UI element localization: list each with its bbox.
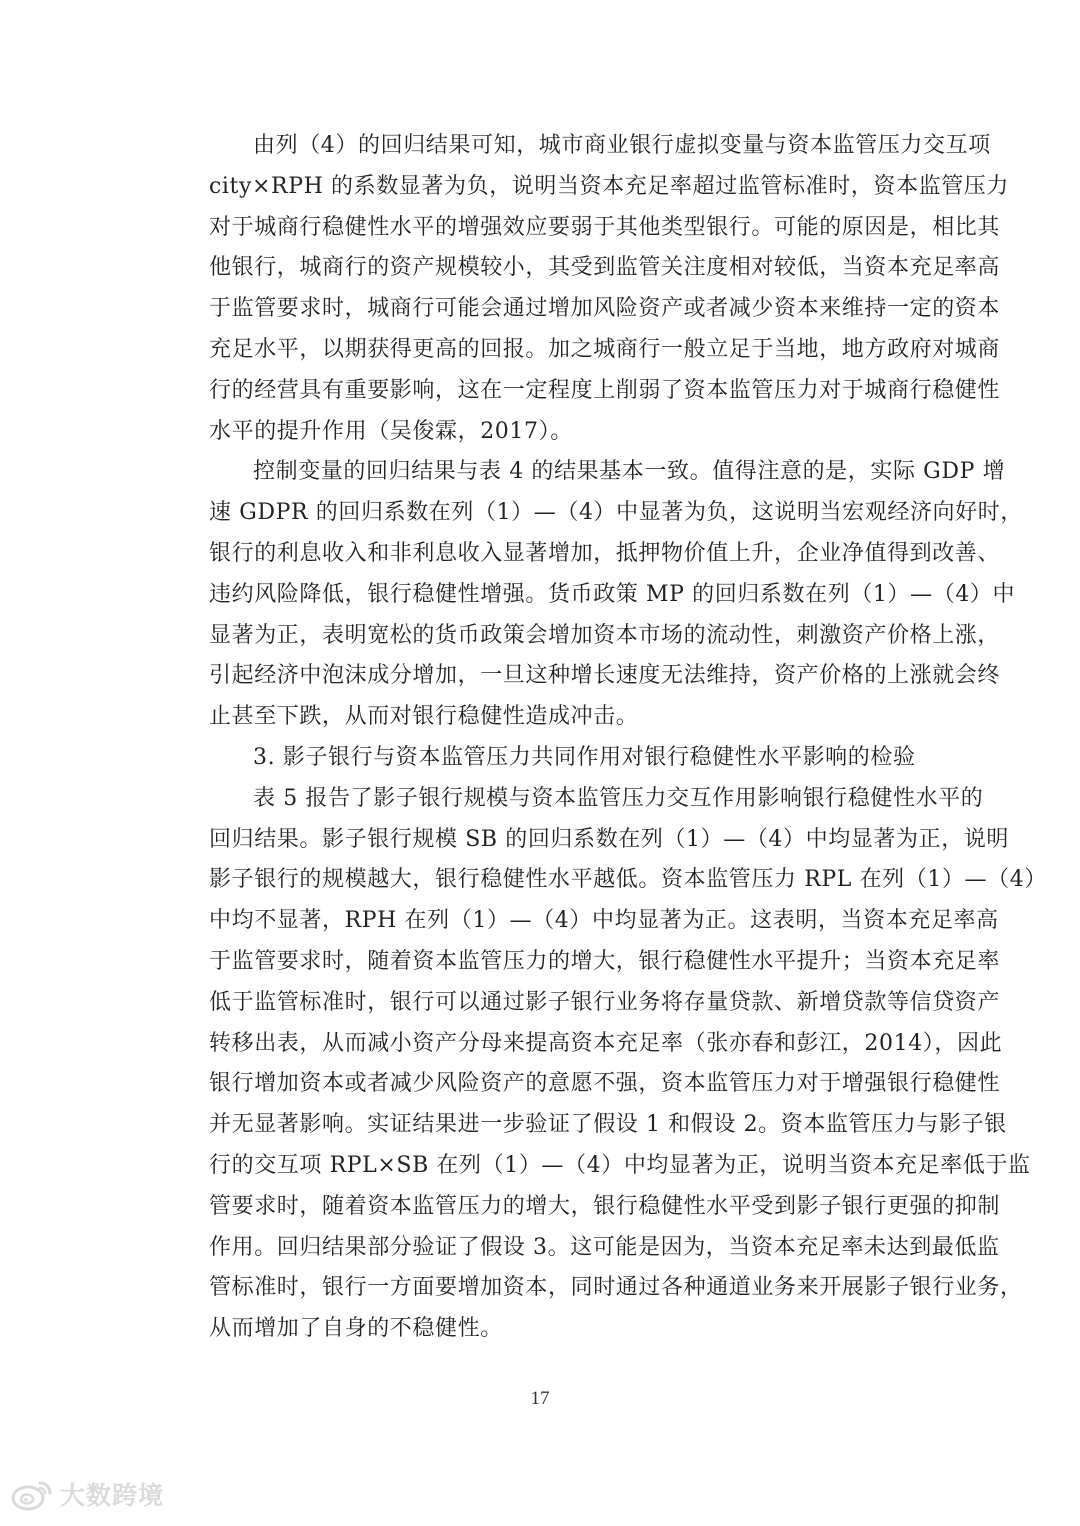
- text-line: 充足水平，以期获得更高的回报。加之城商行一般立足于当地，地方政府对城商: [209, 336, 1001, 362]
- text-line: 表 5 报告了影子银行规模与资本监管压力交互作用影响银行稳健性水平的: [253, 785, 984, 811]
- text-line: 控制变量的回归结果与表 4 的结果基本一致。值得注意的是，实际 GDP 增: [253, 459, 1006, 485]
- watermark: [10, 1474, 164, 1514]
- text-line: 管标准时，银行一方面要增加资本，同时通过各种通道业务来开展影子银行业务，: [209, 1275, 1023, 1301]
- text-line: 由列（4）的回归结果可知，城市商业银行虚拟变量与资本监管压力交互项: [253, 133, 991, 158]
- text-line: 行的交互项 RPL×SB 在列（1）—（4）中均显著为正，说明当资本充足率低于监: [209, 1152, 1031, 1178]
- text-line: 银行的利息收入和非利息收入显著增加，抵押物价值上升，企业净值得到改善、: [209, 540, 1001, 566]
- paragraph-2: [165, 452, 1023, 738]
- text-line: 低于监管标准时，银行可以通过影子银行业务将存量贷款、新增贷款等信贷资产: [209, 989, 1001, 1015]
- paragraph-1: [165, 126, 1010, 452]
- text-line: 他银行，城商行的资产规模较小，其受到监管关注度相对较低，当资本充足率高: [209, 255, 1001, 281]
- weibo-logo-icon: [10, 1476, 54, 1512]
- text-line: 银行增加资本或者减少风险资产的意愿不强，资本监管压力对于增强银行稳健性: [209, 1071, 1001, 1097]
- section-heading: [165, 738, 917, 779]
- text-line: 管要求时，随着资本监管压力的增大，银行稳健性水平受到影子银行更强的抑制: [209, 1193, 1001, 1219]
- text-line: 引起经济中泡沫成分增加，一旦这种增长速度无法维持，资产价格的上涨就会终: [209, 663, 1001, 689]
- text-line: 从而增加了自身的不稳健性。: [209, 1316, 503, 1342]
- text-line: 于监管要求时，随着资本监管压力的增大，银行稳健性水平提升；当资本充足率: [209, 948, 1001, 974]
- body-text: [165, 126, 1047, 1350]
- page-number: 17: [530, 1388, 550, 1409]
- text-line: 对于城商行稳健性水平的增强效应要弱于其他类型银行。可能的原因是，相比其: [209, 214, 1001, 240]
- text-line: 水平的提升作用（吴俊霖，2017）。: [209, 418, 573, 444]
- section-heading-text: 3. 影子银行与资本监管压力共同作用对银行稳健性水平影响的检验: [253, 744, 916, 770]
- text-line: 于监管要求时，城商行可能会通过增加风险资产或者减少资本来维持一定的资本: [209, 296, 1001, 322]
- text-line: 转移出表，从而减小资产分母来提高资本充足率（张亦春和彭江，2014），因此: [209, 1030, 1003, 1056]
- text-line: 中均不显著，RPH 在列（1）—（4）中均显著为正。这表明，当资本充足率高: [209, 908, 999, 934]
- text-line: 显著为正，表明宽松的货币政策会增加资本市场的流动性，刺激资产价格上涨，: [209, 622, 1001, 648]
- text-line: 违约风险降低，银行稳健性增强。货币政策 MP 的回归系数在列（1）—（4）中: [209, 581, 1016, 607]
- text-line: 行的经营具有重要影响，这在一定程度上削弱了资本监管压力对于城商行稳健性: [209, 377, 1001, 403]
- text-line: 止甚至下跌，从而对银行稳健性造成冲击。: [209, 704, 639, 730]
- watermark-text: 大数跨境: [60, 1481, 165, 1510]
- text-line: 作用。回归结果部分验证了假设 3。这可能是因为，当资本充足率未达到最低监: [209, 1234, 1000, 1260]
- text-line: 并无显著影响。实证结果进一步验证了假设 1 和假设 2。资本监管压力与影子银: [209, 1112, 1007, 1138]
- text-line: 影子银行的规模越大，银行稳健性水平越低。资本监管压力 RPL 在列（1）—（4）: [209, 867, 1047, 893]
- text-line: 速 GDPR 的回归系数在列（1）—（4）中显著为负，这说明当宏观经济向好时，: [209, 500, 1023, 526]
- paragraph-3: [165, 779, 1047, 1350]
- text-line: 回归结果。影子银行规模 SB 的回归系数在列（1）—（4）中均显著为正，说明: [209, 826, 1010, 852]
- text-line: city×RPH 的系数显著为负，说明当资本充足率超过监管标准时，资本监管压力: [209, 173, 1010, 199]
